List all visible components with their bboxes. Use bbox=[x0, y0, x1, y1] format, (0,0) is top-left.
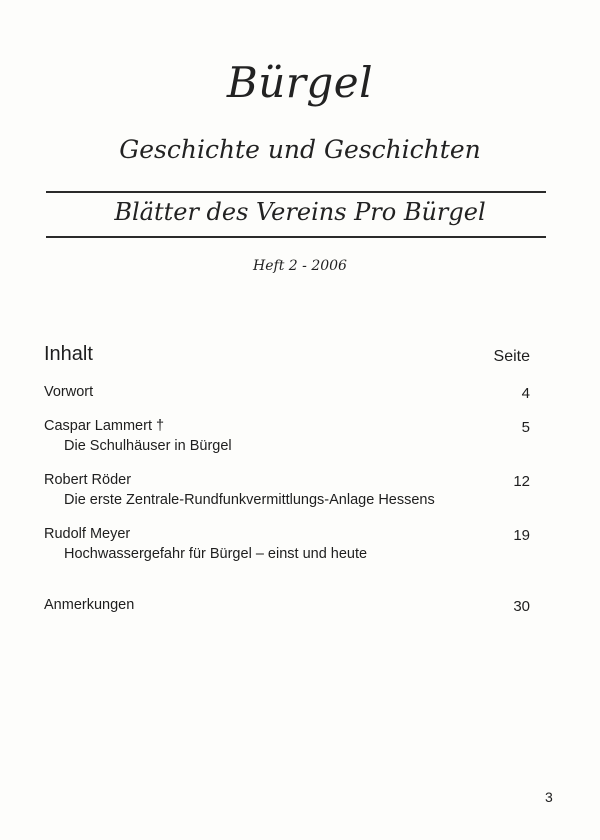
toc-entry-title: Anmerkungen bbox=[44, 597, 135, 613]
toc-entry-author: Caspar Lammert † bbox=[44, 418, 165, 434]
toc-entry-author: Rudolf Meyer bbox=[44, 526, 131, 542]
toc-entry-page: 5 bbox=[521, 419, 530, 436]
toc-entry-page: 30 bbox=[513, 598, 530, 615]
bottom-rule bbox=[46, 236, 546, 238]
toc-entry-roeder bbox=[44, 470, 530, 510]
toc-entry-title: Vorwort bbox=[44, 384, 94, 400]
toc-entry-article: Hochwassergefahr für Bürgel – einst und heute bbox=[64, 546, 368, 562]
toc-heading: Inhalt bbox=[44, 343, 93, 365]
toc-entry-author: Robert Röder bbox=[44, 472, 132, 488]
issue-label: Heft 2 - 2006 bbox=[253, 258, 347, 274]
toc-entry-anmerkungen bbox=[44, 595, 530, 615]
toc-entry-article: Die Schulhäuser in Bürgel bbox=[64, 438, 232, 454]
toc-entry-page: 19 bbox=[513, 527, 530, 544]
document-subtitle: Geschichte und Geschichten bbox=[119, 135, 481, 164]
page-number: 3 bbox=[545, 789, 553, 805]
document-title: Bürgel bbox=[226, 58, 374, 107]
top-rule bbox=[46, 191, 546, 193]
toc-entry-page: 4 bbox=[521, 385, 530, 402]
toc-entry-meyer bbox=[44, 524, 530, 564]
toc-page-column-heading: Seite bbox=[493, 348, 530, 365]
series-title: Blätter des Vereins Pro Bürgel bbox=[114, 198, 486, 226]
toc-entry-vorwort bbox=[44, 382, 530, 402]
toc-entry-article: Die erste Zentrale-Rundfunkvermittlungs-Anlage Hessens bbox=[64, 492, 435, 508]
toc-entry-lammert bbox=[44, 416, 530, 456]
toc-entry-page: 12 bbox=[513, 473, 530, 490]
